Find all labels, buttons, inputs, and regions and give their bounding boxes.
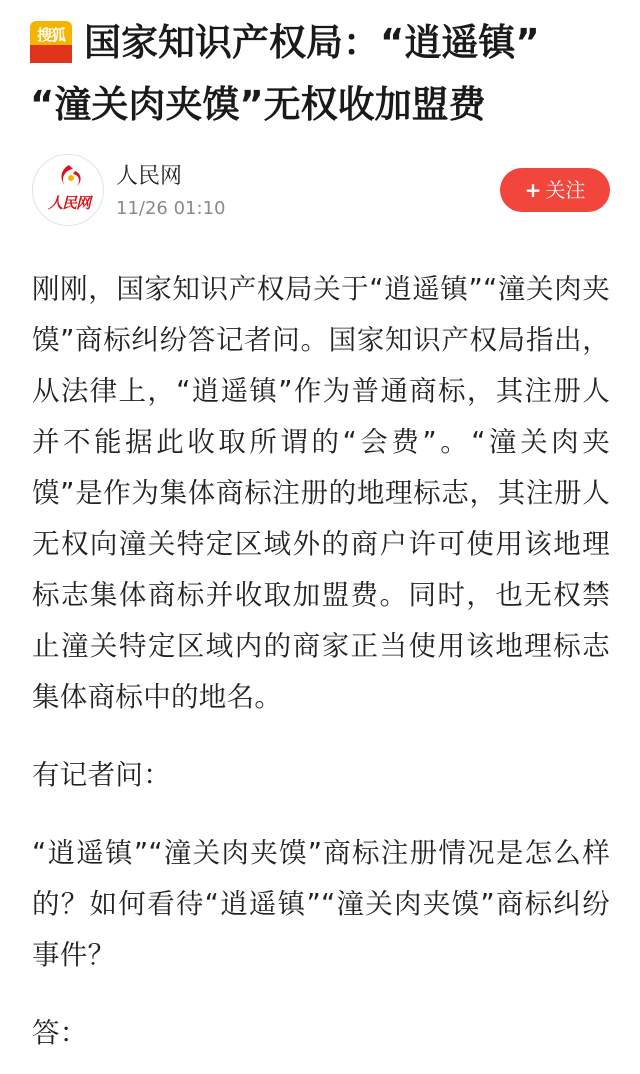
avatar[interactable] (32, 154, 104, 226)
paragraph: “逍遥镇”“潼关肉夹馍”商标注册情况是怎么样的？如何看待“逍遥镇”“潼关肉夹馍”商标纠纷事件？ (32, 837, 610, 971)
people-daily-logo-icon (33, 155, 104, 226)
article-body (32, 264, 610, 1059)
author-bar (32, 154, 610, 228)
author-name[interactable]: 人民网 (116, 164, 183, 189)
follow-label: 关注 (545, 178, 586, 202)
paragraph: 刚刚，国家知识产权局关于“逍遥镇”“潼关肉夹馍”商标纠纷答记者问。国家知识产权局指出，从法律上，“逍遥镇”作为普通商标，其注册人并不能据此收取所谓的“会费”。“潼关肉夹馍”是作为集体商标注册的地理标志，其注册人无权向潼关特定区域外的商户许可使用该地理标志集体商标并收取加盟费。同时，也无权禁止潼关特定区域内的商家正当使用该地理标志集体商标中的地名。 (32, 273, 610, 713)
paragraph: 有记者问： (32, 759, 171, 791)
title-line-1 (30, 12, 610, 74)
article-title (30, 12, 610, 136)
publish-time: 11/26 01:10 (116, 198, 226, 219)
plus-icon: + (524, 178, 542, 202)
paragraph: 答： (32, 1017, 88, 1049)
source-logo-text: 搜狐 (36, 25, 65, 44)
title-text-1: 国家知识产权局：“逍遥镇” (84, 21, 540, 64)
sohu-logo-icon (30, 21, 72, 63)
title-line-2: “潼关肉夹馍”无权收加盟费 (30, 83, 486, 126)
avatar-text: 人民网 (47, 194, 90, 212)
follow-button[interactable] (500, 168, 610, 212)
